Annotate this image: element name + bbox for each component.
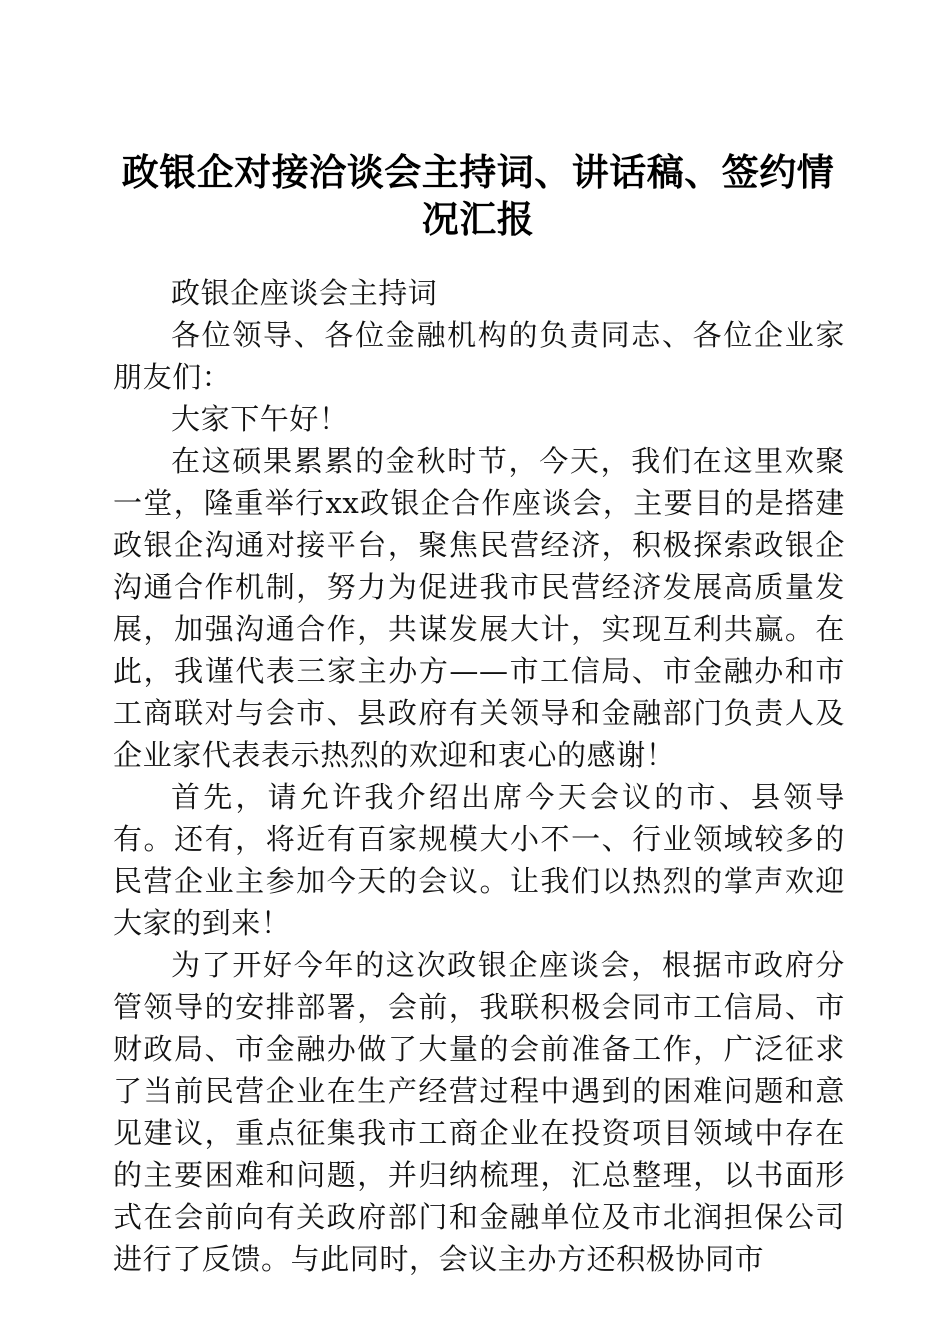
paragraph: 首先，请允许我介绍出席今天会议的市、县领导有。还有，将近有百家规模大小不一、行业领域较多的民营企业主参加今天的会议。让我们以热烈的掌声欢迎大家的到来！ [113, 780, 845, 940]
paragraph: 在这硕果累累的金秋时节，今天，我们在这里欢聚一堂，隆重举行xx政银企合作座谈会，主要目的是搭建政银企沟通对接平台，聚焦民营经济，积极探索政银企沟通合作机制，努力为促进我市民营经济发展高质量发展，加强沟通合作，共谋发展大计，实现互利共赢。在此，我谨代表三家主办方——市工信局、市金融办和市工商联对与会市、县政府有关领导和金融部门负责人及企业家代表表示热烈的欢迎和衷心的感谢！ [113, 444, 845, 772]
paragraph: 各位领导、各位金融机构的负责同志、各位企业家朋友们： [113, 318, 845, 394]
paragraph: 政银企座谈会主持词 [171, 276, 438, 310]
paragraph: 大家下午好！ [171, 402, 349, 436]
page-title: 政银企对接洽谈会主持词、讲话稿、签约情况汇报 [121, 150, 835, 241]
document-body [113, 272, 845, 1280]
paragraph: 为了开好今年的这次政银企座谈会，根据市政府分管领导的安排部署，会前，我联积极会同市工信局、市财政局、市金融办做了大量的会前准备工作，广泛征求了当前民营企业在生产经营过程中遇到的困难问题和意见建议，重点征集我市工商企业在投资项目领域中存在的主要困难和问题，并归纳梳理，汇总整理，以书面形式在会前向有关政府部门和金融单位及市北润担保公司进行了反馈。与此同时，会议主办方还积极协同市 [113, 948, 845, 1276]
